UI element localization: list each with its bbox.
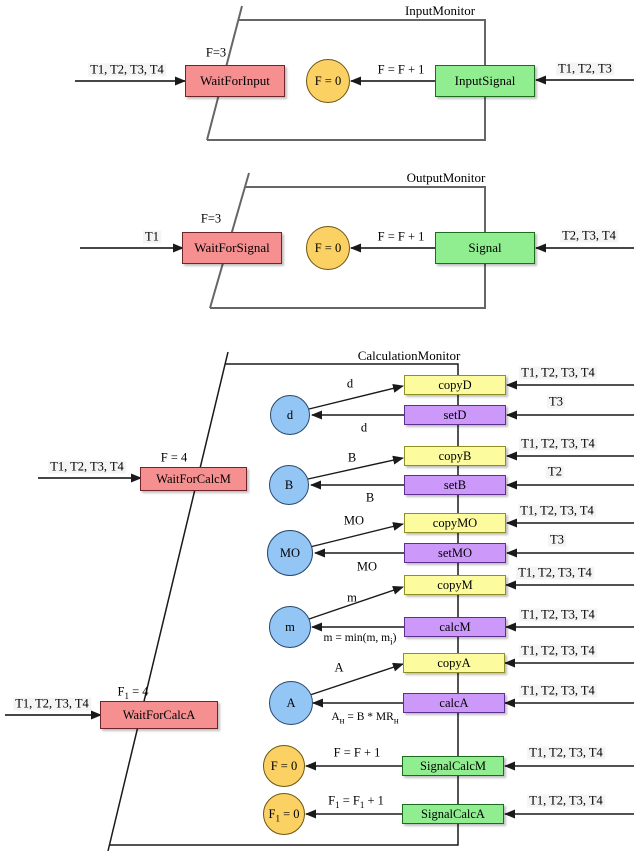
input-signal-box <box>435 65 535 97</box>
wait-for-calca-label: WaitForCalcA <box>122 707 196 722</box>
copymo-tasks: T1, T2, T3, T4 <box>520 503 594 518</box>
calc-f-increment-label: F = F + 1 <box>333 745 381 760</box>
d-in-arrow-label: d <box>360 420 368 435</box>
copyb-label: copyB <box>438 448 472 463</box>
m-out-arrow-label: m <box>347 590 357 605</box>
mo-out-arrow-label: MO <box>343 513 365 528</box>
b-in-arrow-label: B <box>365 490 375 505</box>
output-signal-label: Signal <box>468 240 502 255</box>
wait-for-input-box <box>185 65 285 97</box>
wait-for-input-tasks: T1, T2, T3, T4 <box>90 62 164 77</box>
setb-box <box>404 475 506 495</box>
wait-for-signal-label: WaitForSignal <box>194 240 270 255</box>
output-monitor-title: OutputMonitor <box>406 170 486 186</box>
wait-for-calcm-tasks: T1, T2, T3, T4 <box>50 459 124 474</box>
calcm-label: calcM <box>439 619 471 634</box>
setmo-box <box>404 543 506 563</box>
output-counter-value: F = 0 <box>314 240 342 255</box>
signal-calca-label: SignalCalcA <box>421 806 485 821</box>
d-out-arrow-label: d <box>346 376 354 391</box>
a-out-arrow-label: A <box>334 660 344 675</box>
copym-label: copyM <box>437 577 473 592</box>
setb-tasks: T2 <box>548 464 562 479</box>
setmo-tasks: T3 <box>550 532 564 547</box>
output-signal-tasks: T2, T3, T4 <box>562 228 616 243</box>
copyb-box <box>404 446 506 466</box>
calculation-monitor-title: CalculationMonitor <box>357 348 461 364</box>
input-increment-label: F = F + 1 <box>377 62 425 77</box>
setd-box <box>404 405 506 425</box>
input-monitor-arrows <box>75 80 634 81</box>
variable-circle-mo <box>267 530 313 576</box>
calc-f1-increment-label: $F_1 = F_1 + 1$ <box>328 793 384 810</box>
copym-tasks: T1, T2, T3, T4 <box>518 565 592 580</box>
wait-for-calcm-condition: F = 4 <box>160 450 188 465</box>
wait-for-calca-condition: $F_1 = 4$ <box>117 684 149 701</box>
calc-counter-f-circle <box>263 745 305 787</box>
input-monitor-title: InputMonitor <box>404 3 476 19</box>
copymo-label: copyMO <box>432 515 478 530</box>
calca-box <box>403 693 505 713</box>
wait-for-signal-tasks: T1 <box>145 229 159 244</box>
calcm-tasks: T1, T2, T3, T4 <box>521 607 595 622</box>
wait-for-calcm-box <box>140 467 247 491</box>
copya-label: copyA <box>437 655 471 670</box>
copya-tasks: T1, T2, T3, T4 <box>521 643 595 658</box>
variable-circle-d <box>270 395 310 435</box>
setd-label: setD <box>443 407 467 422</box>
wait-for-calca-box <box>100 701 218 729</box>
copyd-box <box>404 375 506 395</box>
setd-tasks: T3 <box>549 394 563 409</box>
a-in-arrow-label: $A_н = B * MR_н$ <box>331 710 399 726</box>
variable-b-label: B <box>284 477 294 492</box>
copyd-tasks: T1, T2, T3, T4 <box>521 365 595 380</box>
copymo-box <box>404 513 506 533</box>
setmo-label: setMO <box>437 545 473 560</box>
signal-calca-tasks: T1, T2, T3, T4 <box>529 793 603 808</box>
signal-calcm-label: SignalCalcM <box>420 758 486 773</box>
calca-label: calcA <box>439 695 469 710</box>
setb-label: setB <box>443 477 467 492</box>
output-signal-box <box>435 232 535 264</box>
copym-box <box>404 575 506 595</box>
input-signal-label: InputSignal <box>454 73 516 88</box>
calc-monitor-left-arrows <box>5 478 141 715</box>
output-increment-label: F = F + 1 <box>377 229 425 244</box>
wait-for-input-label: WaitForInput <box>200 73 270 88</box>
copyb-tasks: T1, T2, T3, T4 <box>521 436 595 451</box>
copya-box <box>403 653 505 673</box>
output-counter-circle <box>306 226 350 270</box>
calcm-box <box>404 617 506 637</box>
variable-circle-b <box>269 465 309 505</box>
variable-circle-m <box>269 606 311 648</box>
wait-for-signal-condition: F=3 <box>200 211 222 226</box>
variable-a-label: A <box>286 695 296 710</box>
copyd-label: copyD <box>438 377 472 392</box>
wait-for-calcm-label: WaitForCalcM <box>156 471 231 486</box>
input-counter-circle <box>306 59 350 103</box>
variable-m-label: m <box>285 619 295 634</box>
wait-for-signal-box <box>182 232 282 264</box>
variable-d-label: d <box>286 407 294 422</box>
wait-for-calca-tasks: T1, T2, T3, T4 <box>15 696 89 711</box>
input-counter-value: F = 0 <box>314 73 342 88</box>
signal-calcm-box <box>402 756 504 776</box>
b-out-arrow-label: B <box>347 450 357 465</box>
calc-counter-f1-circle <box>263 793 305 835</box>
signal-calca-box <box>402 804 504 824</box>
variable-circle-a <box>269 681 313 725</box>
signal-calcm-tasks: T1, T2, T3, T4 <box>529 745 603 760</box>
variable-mo-label: MO <box>279 545 301 560</box>
m-in-arrow-label: m = min(m, $m_i$) <box>323 631 397 647</box>
calca-tasks: T1, T2, T3, T4 <box>521 683 595 698</box>
calc-counter-f1-value: $F_1 = 0$ <box>268 806 300 823</box>
input-signal-tasks: T1, T2, T3 <box>558 61 612 76</box>
mo-in-arrow-label: MO <box>356 559 378 574</box>
calc-counter-f-value: F = 0 <box>270 758 298 773</box>
wait-for-input-condition: F=3 <box>205 45 227 60</box>
